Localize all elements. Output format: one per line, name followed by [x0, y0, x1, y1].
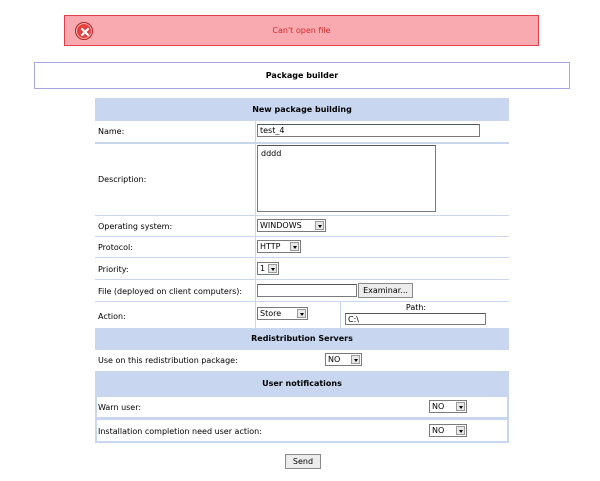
section-header-notifications: User notifications	[95, 372, 509, 396]
completion-label: Installation completion need user action:	[98, 427, 262, 436]
action-label: Action:	[98, 312, 126, 321]
section-header-new-package: New package building	[95, 98, 509, 121]
completion-select[interactable]	[429, 424, 467, 437]
warn-select[interactable]	[429, 400, 467, 413]
description-label: Description:	[98, 175, 147, 184]
redist-select-value: NO	[328, 355, 341, 364]
action-select[interactable]	[257, 307, 308, 320]
chevron-down-icon	[351, 355, 360, 364]
chevron-down-icon	[268, 264, 277, 273]
redist-label: Use on this redistribution package:	[98, 356, 238, 365]
chevron-down-icon	[297, 309, 306, 318]
section-header-redistribution: Redistribution Servers	[95, 328, 509, 349]
chevron-down-icon	[290, 242, 299, 251]
chevron-down-icon	[456, 402, 465, 411]
redist-select[interactable]	[325, 353, 362, 366]
warn-label: Warn user:	[98, 403, 142, 412]
name-input[interactable]	[257, 124, 480, 137]
action-select-value: Store	[260, 309, 282, 318]
page-title: Package builder	[34, 62, 570, 89]
priority-select[interactable]	[257, 262, 279, 275]
description-textarea[interactable]	[257, 145, 436, 212]
os-select[interactable]	[257, 219, 326, 232]
os-select-value: WINDOWS	[260, 221, 302, 230]
path-label: Path:	[405, 303, 427, 312]
send-button[interactable]: Send	[285, 454, 321, 469]
priority-label: Priority:	[98, 265, 129, 274]
protocol-select-value: HTTP	[260, 242, 281, 251]
priority-select-value: 1	[260, 264, 266, 273]
path-input[interactable]	[345, 313, 486, 325]
priority-input-cell	[256, 258, 509, 279]
chevron-down-icon	[456, 426, 465, 435]
protocol-select[interactable]	[257, 240, 301, 253]
file-path-input[interactable]	[257, 284, 357, 297]
os-label: Operating system:	[98, 222, 173, 231]
file-label: File (deployed on client computers):	[98, 287, 243, 296]
completion-select-value: NO	[432, 426, 445, 435]
name-label: Name:	[98, 127, 125, 136]
browse-button[interactable]: Examinar...	[358, 283, 413, 298]
protocol-label: Protocol:	[98, 243, 133, 252]
chevron-down-icon	[315, 221, 324, 230]
error-message: Can't open file	[272, 26, 331, 35]
warn-select-value: NO	[432, 402, 445, 411]
